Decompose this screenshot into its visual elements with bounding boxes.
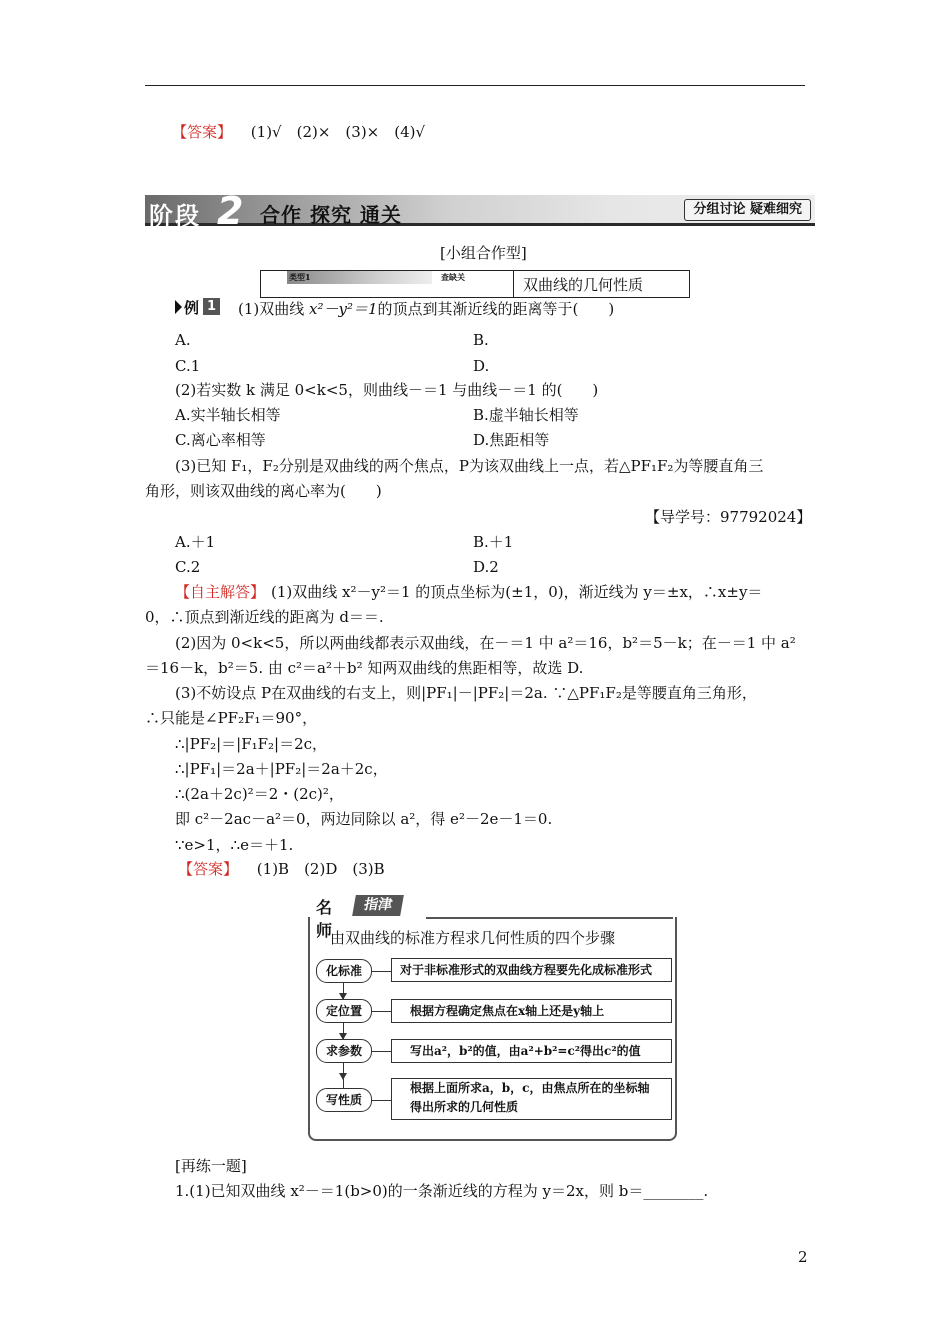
panel-title: 由双曲线的标准方程求几何性质的四个步骤	[330, 929, 616, 947]
answer-text: (1)√ (2)× (3)× (4)√	[250, 123, 426, 141]
q1-pre: (1)双曲线	[238, 300, 310, 318]
teacher-tips-panel	[308, 893, 675, 1143]
step-4-desc-line-2: 得出所求的几何性质	[410, 1100, 519, 1114]
panel-header-zj: 指津	[352, 895, 404, 916]
q2-option-c: C.离心率相等	[175, 431, 266, 449]
q2-option-b: B.虚半轴长相等	[473, 406, 579, 424]
practice-question: 1.(1)已知双曲线 x²－＝1(b>0)的一条渐近线的方程为 y＝2x，则 b＝________.	[175, 1182, 709, 1200]
type-box	[260, 270, 690, 298]
q3-option-a: A.＋1	[175, 533, 216, 551]
step-1-desc: 对于非标准形式的双曲线方程要先化成标准形式	[391, 958, 672, 982]
page-number: 2	[798, 1248, 808, 1266]
q1-post: 的顶点到其渐近线的距离等于( )	[377, 300, 615, 318]
type-pill-label: 类型1	[289, 272, 311, 282]
triangle-icon	[175, 300, 182, 314]
stage-tag: 分组讨论 疑难细究	[684, 199, 811, 221]
arrow-down-icon	[339, 1073, 347, 1080]
solution-label: 【自主解答】	[175, 583, 266, 601]
solution-line-4: ＝16－k，b²＝5. 由 c²＝a²＋b² 知两双曲线的焦距相等，故选 D.	[145, 659, 584, 677]
panel-header-ms: 名师	[316, 898, 333, 940]
q1-math: x²－y²＝1	[309, 300, 378, 318]
q3-line-2: 角形，则该双曲线的离心率为( )	[145, 482, 382, 500]
q1-option-b: B.	[473, 331, 489, 349]
example-answer-label: 【答案】	[178, 860, 239, 878]
type-find-label: 查缺关	[441, 272, 465, 282]
stage-banner	[145, 189, 815, 233]
type-box-divider	[513, 271, 514, 297]
step-3-desc: 写出a²，b²的值，由a²+b²=c²得出c²的值	[391, 1039, 672, 1063]
solution-line-8: ∴|PF₁|＝2a＋|PF₂|＝2a＋2c，	[175, 760, 388, 778]
answer-line	[172, 123, 425, 141]
answer-label: 【答案】	[172, 123, 233, 141]
step-4-node: 写性质	[316, 1088, 372, 1112]
header-rule	[145, 85, 805, 86]
banner-underline	[145, 223, 815, 226]
group-type-label: [小组合作型]	[440, 244, 527, 262]
example-number: 1	[203, 298, 220, 315]
panel-top-line	[426, 917, 673, 919]
example-answer-line	[178, 860, 385, 878]
q1-option-d: D.	[473, 357, 490, 375]
solution-line-3: (2)因为 0<k<5，所以两曲线都表示双曲线，在－＝1 中 a²＝16，b²＝5－k；在－＝1 中 a²	[175, 634, 796, 652]
solution-line-11: ∵e>1，∴e＝＋1.	[175, 836, 294, 854]
q3-option-b: B.＋1	[473, 533, 514, 551]
step-3-node: 求参数	[316, 1039, 372, 1063]
stage-title: 合作 探究 通关	[260, 203, 402, 227]
q2-option-a: A.实半轴长相等	[175, 406, 281, 424]
solution-line-1	[175, 583, 762, 601]
solution-line-2: 0，∴顶点到渐近线的距离为 d＝＝.	[145, 608, 384, 626]
q2-option-d: D.焦距相等	[473, 431, 550, 449]
q1-option-a: A.	[175, 331, 191, 349]
q1-option-c: C.1	[175, 357, 201, 375]
practice-label: [再练一题]	[175, 1157, 247, 1175]
q2-text: (2)若实数 k 满足 0<k<5，则曲线－＝1 与曲线－＝1 的( )	[175, 381, 599, 399]
solution-text-1: (1)双曲线 x²－y²＝1 的顶点坐标为(±1，0)，渐近线为 y＝±x，∴x±y＝	[271, 583, 763, 601]
q1-text	[238, 300, 614, 318]
guide-number: 【导学号：97792024】	[645, 508, 812, 526]
stage-label: 阶段	[149, 202, 201, 230]
q3-option-c: C.2	[175, 558, 201, 576]
solution-line-10: 即 c²－2ac－a²＝0，两边同除以 a²，得 e²－2e－1＝0.	[175, 810, 553, 828]
step-1-node: 化标准	[316, 959, 372, 983]
q3-option-d: D.2	[473, 558, 499, 576]
example-marker	[175, 297, 223, 317]
step-4-desc-line-1: 根据上面所求a，b，c，由焦点所在的坐标轴	[410, 1081, 650, 1095]
step-3-link	[371, 1051, 391, 1052]
solution-line-7: ∴|PF₂|＝|F₁F₂|＝2c，	[175, 735, 328, 753]
step-2-link	[371, 1011, 391, 1012]
step-2-node: 定位置	[316, 999, 372, 1023]
step-2-desc: 根据方程确定焦点在x轴上还是y轴上	[391, 999, 672, 1023]
step-4-desc	[391, 1078, 672, 1120]
example-answer-text: (1)B (2)D (3)B	[256, 860, 385, 878]
stage-number: 2	[217, 189, 244, 233]
step-4-link	[371, 1100, 391, 1101]
solution-line-9: ∴(2a＋2c)²＝2・(2c)²，	[175, 785, 344, 803]
solution-line-5: (3)不妨设点 P在双曲线的右支上，则|PF₁|－|PF₂|＝2a. ∵△PF₁F₂是等腰直角三角形，	[175, 684, 757, 702]
step-1-link	[371, 971, 391, 972]
example-word: 例	[184, 299, 200, 317]
type-box-title: 双曲线的几何性质	[523, 276, 644, 294]
q3-line-1: (3)已知 F₁，F₂分别是双曲线的两个焦点，P为该双曲线上一点，若△PF₁F₂为等腰直角三	[175, 457, 764, 475]
solution-line-6: ∴只能是∠PF₂F₁＝90°，	[145, 709, 318, 727]
